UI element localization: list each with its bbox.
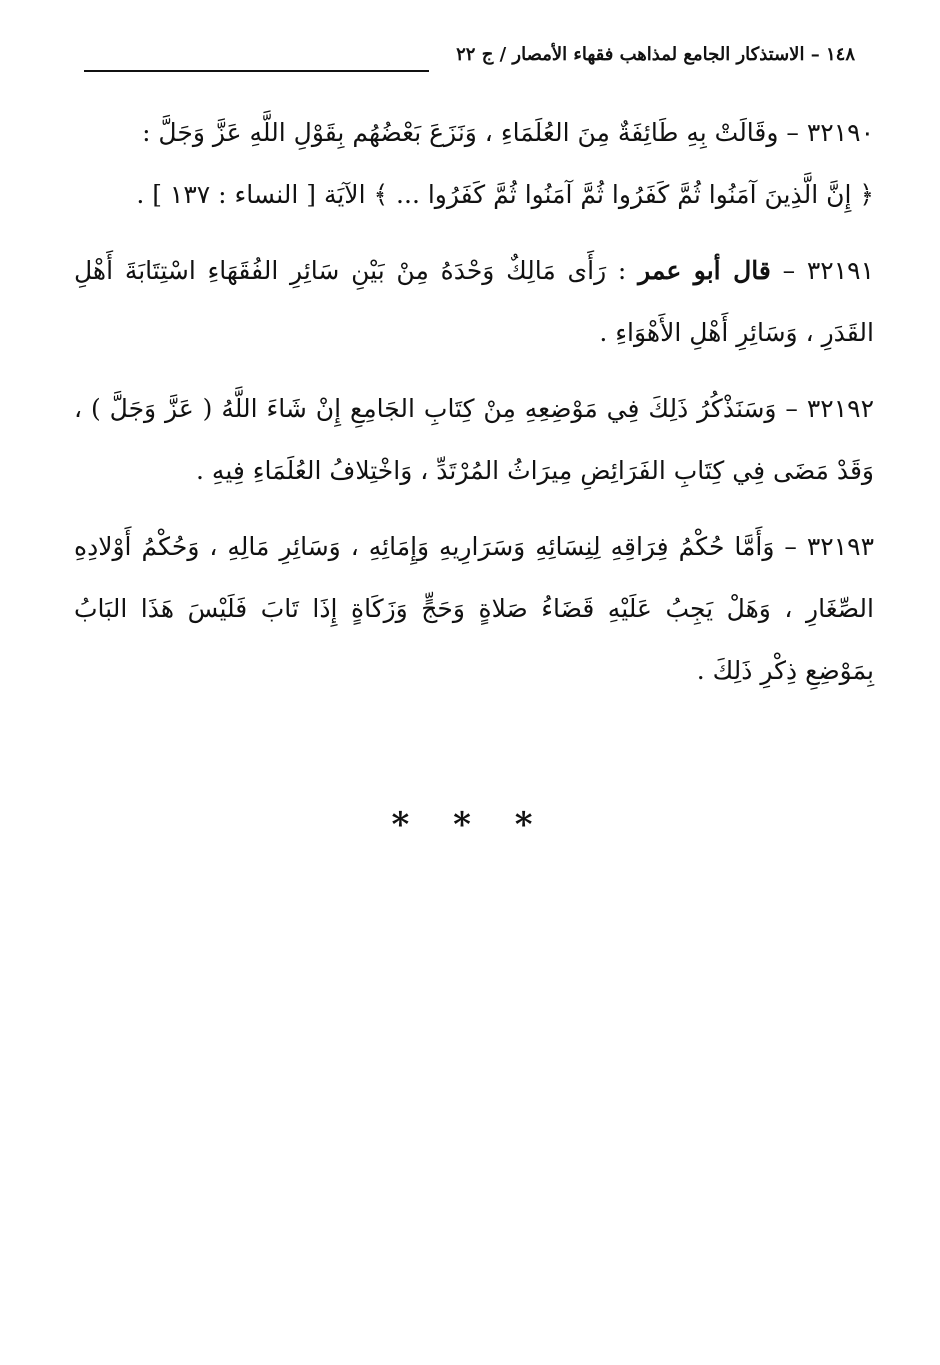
running-header: ١٤٨ – الاستذكار الجامع لمذاهب فقهاء الأمصار / ج ٢٢ [456, 44, 855, 65]
paragraph-text: – وَسَنَذْكُرُ ذَلِكَ فِي مَوْضِعِهِ مِنْ كِتَابِ الجَامِعِ إِنْ شَاءَ اللَّهُ ( عَزَّ وَجَلَّ ) ، وَقَدْ مَضَى فِي كِتَابِ الفَرَائِضِ مِيرَاثُ المُرْتَدِّ ، وَاخْتِلافُ العُلَمَاءِ فِيهِ . [74, 394, 874, 485]
paragraph-32192 [74, 378, 874, 502]
paragraph-number: ٣٢١٩١ [806, 256, 875, 285]
paragraph-text: – وقَالَتْ بِهِ طَائِفَةٌ مِنَ العُلَمَاءِ ، وَنَزَعَ بَعْضُهُم بِقَوْلِ اللَّهِ عَزَّ وَجَلَّ : [142, 118, 807, 147]
paragraph-number: ٣٢١٩٢ [806, 394, 874, 423]
paragraph-number: ٣٢١٩٣ [806, 532, 874, 561]
paragraph-text: – وَأَمَّا حُكْمُ فِرَاقِهِ لِنِسَائِهِ وَسَرَارِيهِ وَإِمَائِهِ ، وَسَائِرِ مَالِهِ ، وَحُكْمُ أَوْلادِهِ الصِّغَارِ ، وَهَلْ يَجِبُ عَلَيْهِ قَضَاءُ صَلاةٍ وَحَجٍّ وَزَكَاةٍ إِذَا تَابَ فَلَيْسَ هَذَا البَابُ بِمَوْضِعِ ذِكْرِ ذَلِكَ . [74, 532, 874, 685]
paragraph-text: : رَأَى مَالِكٌ وَحْدَهُ مِنْ بَيْنِ سَائِرِ الفُقَهَاءِ اسْتِتَابَةَ أَهْلِ القَدَرِ ، وَسَائِرِ أَهْلِ الأَهْوَاءِ . [74, 256, 874, 347]
page-body [74, 102, 874, 716]
quran-quote: ﴿ إِنَّ الَّذِينَ آمَنُوا ثُمَّ كَفَرُوا ثُمَّ آمَنُوا ثُمَّ كَفَرُوا ... ﴾ الآيَة [ النساء : ١٣٧ ] . [136, 180, 874, 209]
speaker-label: قال أبو عمر [638, 256, 771, 285]
paragraph-32190 [74, 102, 874, 226]
header-rule [84, 70, 429, 72]
paragraph-number: ٣٢١٩٠ [806, 118, 874, 147]
paragraph-32193 [74, 516, 874, 702]
paragraph-32191: ٣٢١٩١ – قال أبو عمر : رَأَى مَالِكٌ وَحْدَهُ مِنْ بَيْنِ سَائِرِ الفُقَهَاءِ اسْتِتَابَةَ أَهْلِ القَدَرِ ، وَسَائِرِ أَهْلِ الأَهْوَاءِ . [74, 256, 875, 347]
section-separator: * * * [391, 805, 549, 845]
